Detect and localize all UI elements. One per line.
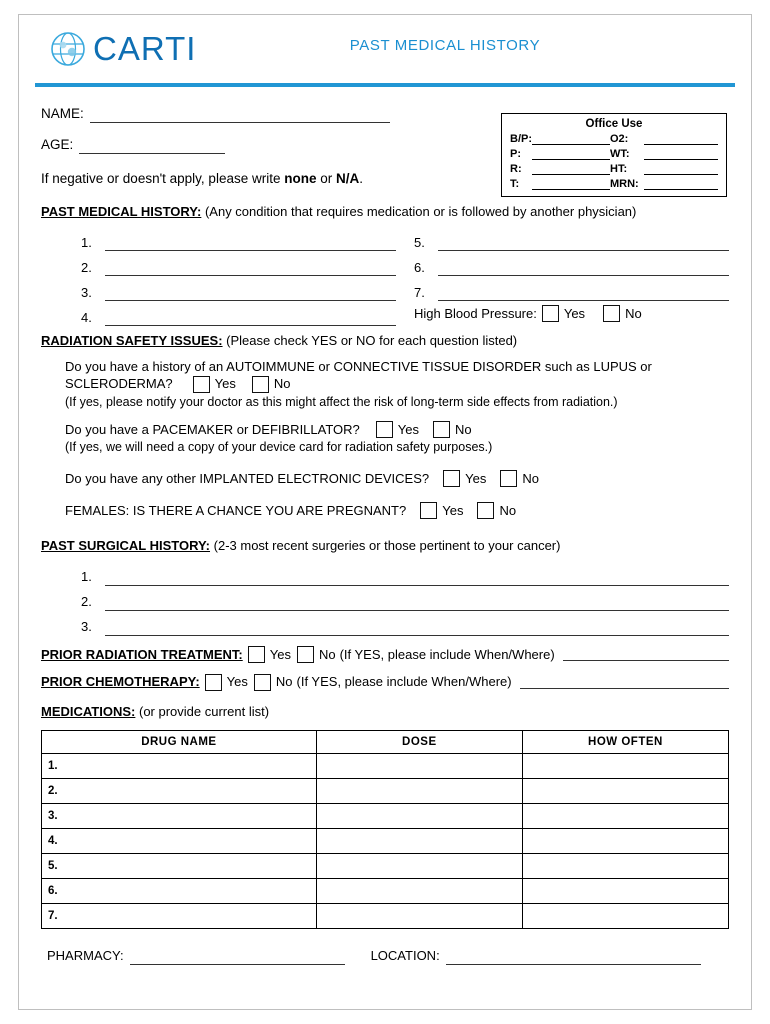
prior-radiation-note: (If YES, please include When/Where) [339, 646, 555, 662]
item-number: 1. [81, 234, 92, 250]
item-number: 3. [81, 619, 92, 635]
location-input[interactable] [446, 951, 701, 965]
past-surgical-history-items [81, 561, 729, 636]
pharmacy-label: PHARMACY: [47, 948, 124, 964]
pmh-input-2[interactable] [105, 262, 396, 276]
medication-how-often-cell[interactable] [522, 754, 728, 779]
item-number: 1. [81, 569, 92, 585]
radiation-safety-note: (Please check YES or NO for each question listed) [226, 333, 518, 349]
negative-instruction-pre: If negative or doesn't apply, please write [41, 171, 285, 187]
past-surgical-history-note: (2-3 most recent surgeries or those pertinent to your cancer) [213, 538, 561, 554]
q4-yes-label: Yes [442, 502, 464, 518]
prior-radiation-no-label: No [318, 646, 336, 662]
q1-no-checkbox[interactable] [252, 376, 269, 393]
table-row [42, 904, 729, 929]
medication-dose-cell[interactable] [316, 754, 522, 779]
medication-how-often-cell[interactable] [522, 854, 728, 879]
q4-no-checkbox[interactable] [477, 502, 494, 519]
prior-chemotherapy-row [41, 673, 729, 691]
prior-radiation-label: PRIOR RADIATION TREATMENT: [41, 646, 243, 662]
q3-yes-checkbox[interactable] [443, 470, 460, 487]
q4-no-label: No [499, 502, 517, 518]
age-input[interactable] [79, 140, 225, 154]
medication-row-number[interactable]: 4. [42, 829, 317, 854]
hbp-no-checkbox[interactable] [603, 305, 620, 322]
q4-yes-checkbox[interactable] [420, 502, 437, 519]
q3-no-checkbox[interactable] [500, 470, 517, 487]
office-field-label-mrn: MRN: [610, 178, 639, 190]
radiation-q4-text: FEMALES: IS THERE A CHANCE YOU ARE PREGNANT? [65, 502, 407, 518]
column-header-how-often: HOW OFTEN [522, 731, 728, 754]
radiation-q2-text: Do you have a PACEMAKER or DEFIBRILLATOR? [65, 421, 360, 437]
pmh-input-3[interactable] [105, 287, 396, 301]
radiation-q3-text: Do you have any other IMPLANTED ELECTRONIC DEVICES? [65, 471, 430, 487]
list-item [414, 226, 729, 251]
table-row [42, 879, 729, 904]
form-body [19, 87, 751, 965]
list-item [414, 276, 729, 301]
item-number: 4. [81, 309, 92, 325]
past-surgical-history-heading [41, 537, 729, 555]
item-number: 5. [414, 234, 425, 250]
form-sheet [18, 14, 752, 1010]
table-row [42, 829, 729, 854]
column-header-drug-name: DRUG NAME [42, 731, 317, 754]
pharmacy-input[interactable] [130, 951, 345, 965]
age-label: AGE: [41, 137, 74, 153]
radiation-q1-line2: SCLERODERMA? [65, 376, 173, 392]
pmh-input-4[interactable] [105, 312, 396, 326]
radiation-question-4 [65, 502, 729, 520]
medication-row-number[interactable]: 7. [42, 904, 317, 929]
medication-how-often-cell[interactable] [522, 904, 728, 929]
negative-instruction-mid: or [316, 171, 336, 187]
table-header-row [42, 731, 729, 754]
past-medical-history-title: PAST MEDICAL HISTORY: [41, 203, 202, 219]
medication-row-number[interactable]: 1. [42, 754, 317, 779]
table-row [42, 804, 729, 829]
medication-dose-cell[interactable] [316, 804, 522, 829]
office-field-input-p[interactable] [532, 148, 610, 160]
medication-row-number[interactable]: 3. [42, 804, 317, 829]
prior-chemo-yes-checkbox[interactable] [205, 674, 222, 691]
prior-radiation-yes-checkbox[interactable] [248, 646, 265, 663]
location-label: LOCATION: [370, 948, 440, 964]
medication-how-often-cell[interactable] [522, 829, 728, 854]
office-field-input-o2[interactable] [644, 133, 718, 145]
q3-no-label: No [522, 471, 539, 487]
item-number: 7. [414, 284, 425, 300]
list-item [414, 251, 729, 276]
office-field-label-ht: HT: [610, 163, 628, 175]
office-field-label-o2: O2: [610, 133, 629, 145]
medication-row-number[interactable]: 6. [42, 879, 317, 904]
office-field-input-bp[interactable] [532, 133, 610, 145]
office-field-input-mrn[interactable] [644, 178, 718, 190]
q2-no-label: No [455, 421, 472, 437]
q2-yes-label: Yes [397, 421, 419, 437]
table-row [42, 779, 729, 804]
prior-chemo-no-checkbox[interactable] [254, 674, 271, 691]
table-row [42, 854, 729, 879]
radiation-question-3 [65, 470, 729, 488]
prior-chemo-yes-label: Yes [226, 674, 248, 690]
table-row [42, 754, 729, 779]
prior-radiation-yes-label: Yes [269, 646, 291, 662]
pmh-input-7[interactable] [438, 287, 729, 301]
q2-yes-checkbox[interactable] [376, 421, 393, 438]
office-field-label-t: T: [510, 178, 520, 190]
medication-dose-cell[interactable] [316, 779, 522, 804]
prior-radiation-no-checkbox[interactable] [297, 646, 314, 663]
negative-instruction-na: N/A [335, 171, 360, 187]
negative-instruction-none: none [284, 171, 317, 187]
office-use-grid [510, 133, 718, 190]
q1-yes-label: Yes [214, 376, 236, 392]
medication-how-often-cell[interactable] [522, 879, 728, 904]
medication-how-often-cell[interactable] [522, 804, 728, 829]
medication-row-number[interactable]: 2. [42, 779, 317, 804]
medication-dose-cell[interactable] [316, 904, 522, 929]
radiation-question-1 [65, 358, 729, 411]
radiation-question-2 [65, 421, 729, 456]
pmh-input-6[interactable] [438, 262, 729, 276]
office-field-label-wt: WT: [610, 148, 630, 160]
past-medical-history-note: (Any condition that requires medication or is followed by another physician) [204, 203, 637, 219]
past-surgical-history-title: PAST SURGICAL HISTORY: [41, 538, 211, 554]
high-blood-pressure-label: High Blood Pressure: [414, 305, 537, 321]
office-field-label-p: P: [510, 148, 521, 160]
prior-chemo-input[interactable] [520, 675, 729, 689]
radiation-q2-note: (If yes, we will need a copy of your device card for radiation safety purposes.) [65, 440, 493, 455]
office-field-label-r: R: [510, 163, 522, 175]
carti-logo-text: CARTI [93, 30, 197, 67]
negative-instruction-post: . [359, 171, 363, 187]
medications-note: (or provide current list) [139, 703, 270, 719]
office-field-input-ht[interactable] [644, 163, 718, 175]
list-item [81, 251, 396, 276]
item-number: 2. [81, 594, 92, 610]
medication-how-often-cell[interactable] [522, 779, 728, 804]
list-item [81, 611, 729, 636]
item-number: 6. [414, 259, 425, 275]
list-item [81, 561, 729, 586]
list-item [81, 301, 396, 326]
radiation-q1-line1: Do you have a history of an AUTOIMMUNE or CONNECTIVE TISSUE DISORDER such as LUPUS or [65, 358, 652, 374]
medication-row-number[interactable]: 5. [42, 854, 317, 879]
pmh-input-1[interactable] [105, 237, 396, 251]
psh-input-2[interactable] [105, 597, 729, 611]
q2-no-checkbox[interactable] [433, 421, 450, 438]
name-label: NAME: [41, 106, 84, 121]
pharmacy-location-row [41, 947, 729, 965]
psh-input-3[interactable] [105, 622, 729, 636]
hbp-yes-checkbox[interactable] [542, 305, 559, 322]
list-item [81, 226, 396, 251]
high-blood-pressure-row [414, 301, 729, 326]
prior-chemotherapy-label: PRIOR CHEMOTHERAPY: [41, 674, 200, 690]
pmh-input-5[interactable] [438, 237, 729, 251]
name-input[interactable] [90, 109, 390, 123]
q1-yes-checkbox[interactable] [193, 376, 210, 393]
prior-radiation-input[interactable] [563, 647, 729, 661]
list-item [81, 586, 729, 611]
item-number: 2. [81, 259, 92, 275]
medications-table [41, 730, 729, 929]
medication-dose-cell[interactable] [316, 829, 522, 854]
office-use-box [501, 113, 727, 197]
prior-chemo-no-label: No [275, 674, 293, 690]
radiation-q1-note: (If yes, please notify your doctor as this might affect the risk of long-term side effects from radiation.) [65, 394, 618, 409]
radiation-safety-title: RADIATION SAFETY ISSUES: [41, 333, 223, 349]
column-header-dose: DOSE [316, 731, 522, 754]
medications-heading [41, 703, 729, 721]
radiation-safety-heading [41, 332, 729, 350]
office-field-input-t[interactable] [532, 178, 610, 190]
past-medical-history-items [81, 226, 729, 326]
office-field-input-wt[interactable] [644, 148, 718, 160]
medication-dose-cell[interactable] [316, 854, 522, 879]
past-medical-history-heading [41, 203, 729, 221]
page-title: PAST MEDICAL HISTORY [349, 37, 541, 54]
medication-dose-cell[interactable] [316, 879, 522, 904]
medications-title: MEDICATIONS: [41, 703, 136, 719]
q1-no-label: No [273, 376, 291, 392]
prior-radiation-row [41, 646, 729, 664]
office-field-label-bp: B/P: [510, 133, 532, 145]
q3-yes-label: Yes [465, 471, 487, 487]
form-header [19, 15, 751, 83]
prior-chemo-note: (If YES, please include When/Where) [296, 674, 512, 690]
item-number: 3. [81, 284, 92, 300]
office-field-input-r[interactable] [532, 163, 610, 175]
hbp-yes-label: Yes [563, 305, 586, 321]
psh-input-1[interactable] [105, 572, 729, 586]
list-item [81, 276, 396, 301]
office-use-title: Office Use [585, 118, 643, 130]
hbp-no-label: No [625, 305, 642, 321]
